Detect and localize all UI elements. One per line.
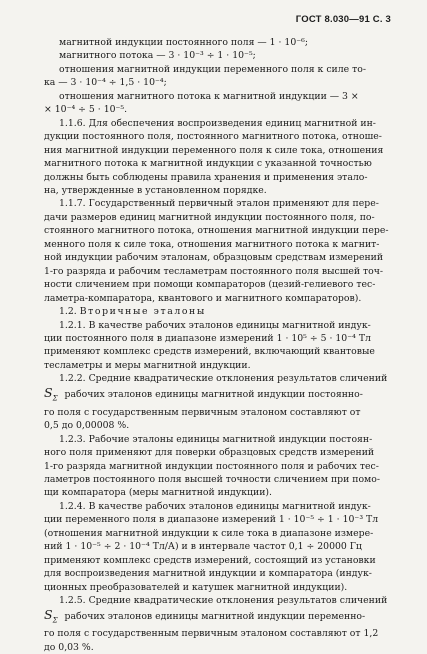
- text-line: менного поля к силе тока, отношения магнитного потока к магнит-: [44, 238, 380, 250]
- text-line: ности сличением при помощи компараторов (цезий-гелиевого тес-: [44, 279, 376, 291]
- text-line: отношения магнитного потока к магнитной индукции — 3 ×: [59, 90, 359, 102]
- text-line: применяют комплекс средств измерений, состоящий из установки: [44, 554, 376, 566]
- text-line: магнитной индукции постоянного поля — 1 · 10⁻⁶;: [59, 37, 309, 48]
- text-line-rest: рабочих эталонов единицы магнитной индукции постоянно-: [64, 388, 363, 400]
- text-line: магнитного потока к магнитной индукции с указанной точностью: [44, 158, 372, 170]
- text-line: го поля с государственным первичным эталоном составляют от 1,2: [44, 628, 379, 640]
- text-line: дукции постоянного поля, постоянного магнитного потока, отноше-: [44, 131, 382, 143]
- text-line: 1.2.3. Рабочие эталоны единицы магнитной индукции постоян-: [59, 433, 373, 445]
- text-line: магнитного потока — 3 · 10⁻³ ÷ 1 · 10⁻⁵;: [59, 50, 256, 62]
- text-block-1: [44, 36, 400, 305]
- std-deviation-symbol: $S_\Sigma$: [44, 606, 58, 625]
- page-header: ГОСТ 8.030—91 С. 3: [295, 14, 391, 25]
- text-block-4: [44, 627, 400, 654]
- text-line: 1-го разряда и рабочим тесламетрам постоянного поля высшей точ-: [44, 265, 384, 277]
- text-line: ламетров постоянного поля высшей точности сличением при помо-: [44, 474, 381, 485]
- text-line: на, утвержденные в установленном порядке.: [44, 184, 267, 196]
- text-line: щи компаратора (меры магнитной индукции).: [44, 487, 273, 499]
- text-line: ного поля применяют для поверки образцовых средств измерений: [44, 447, 375, 459]
- text-line: 1.2.2. Средние квадратические отклонения результатов сличений: [59, 373, 388, 385]
- text-line: ний 1 · 10⁻⁵ ÷ 2 · 10⁻⁴ Тл/А) и в интервале частот 0,1 ÷ 20000 Гц: [44, 541, 362, 553]
- text-line: 1.1.7. Государственный первичный эталон применяют для пере-: [59, 198, 379, 210]
- text-line: ламетра-компаратора, квантового и магнитного компараторов).: [44, 292, 362, 304]
- text-line: ции переменного поля в диапазоне измерений 1 · 10⁻⁵ ÷ 1 · 10⁻³ Тл: [44, 514, 379, 526]
- text-line: отношения магнитной индукции переменного поля к силе то-: [59, 63, 366, 75]
- document-body: [44, 36, 400, 654]
- text-line: 1.1.6. Для обеспечения воспроизведения единиц магнитной ин-: [59, 117, 376, 129]
- text-line: для воспроизведения магнитной индукции и компаратора (индук-: [44, 568, 372, 580]
- section-number: 1.2.: [59, 306, 77, 318]
- text-line: применяют комплекс средств измерений, включающий квантовые: [44, 346, 375, 358]
- text-line-rest: рабочих эталонов единицы магнитной индукции переменно-: [64, 610, 366, 622]
- text-line: стоянного магнитного потока, отношения магнитной индукции пере-: [44, 225, 389, 237]
- std-deviation-symbol: $S_\Sigma$: [44, 384, 58, 403]
- text-line: тесламетры и меры магнитной индукции.: [44, 359, 251, 371]
- text-line: ционных преобразователей и катушек магнитной индукции).: [44, 581, 348, 593]
- text-line: должны быть соблюдены правила хранения и применения этало-: [44, 171, 368, 183]
- section-heading-1-2: [44, 305, 400, 318]
- text-line: × 10⁻⁴ ÷ 5 · 10⁻⁵.: [44, 104, 128, 116]
- text-line: го поля с государственным первичным эталоном составляют от: [44, 406, 361, 418]
- text-line: 0,5 до 0,00008 %.: [44, 420, 130, 432]
- text-line: 1.2.5. Средние квадратические отклонения результатов сличений: [59, 595, 388, 607]
- text-block-2: [44, 319, 400, 386]
- text-line: 1-го разряда магнитной индукции постоянного поля и рабочих тес-: [44, 460, 379, 472]
- text-line: (отношения магнитной индукции к силе тока в диапазоне измере-: [44, 527, 374, 539]
- text-line: 1.2.4. В качестве рабочих эталонов единицы магнитной индук-: [59, 500, 371, 512]
- text-line: [44, 386, 400, 406]
- text-block-3: [44, 406, 400, 608]
- text-line: ции постоянного поля в диапазоне измерений 1 · 10⁵ ÷ 5 · 10⁻⁴ Тл: [44, 332, 371, 344]
- text-line: [44, 608, 400, 628]
- text-line: до 0,03 %.: [44, 641, 94, 653]
- text-line: ной индукции рабочим эталонам, образцовым средствам измерений: [44, 252, 384, 264]
- text-line: ка — 3 · 10⁻⁴ ÷ 1,5 · 10⁻⁴;: [44, 77, 167, 89]
- text-line: 1.2.1. В качестве рабочих эталонов единицы магнитной индук-: [59, 319, 371, 331]
- text-line: дачи размеров единиц магнитной индукции постоянного поля, по-: [44, 211, 375, 223]
- text-line: ния магнитной индукции переменного поля к силе тока, отношения: [44, 144, 384, 156]
- section-title: Вторичные эталоны: [79, 306, 206, 318]
